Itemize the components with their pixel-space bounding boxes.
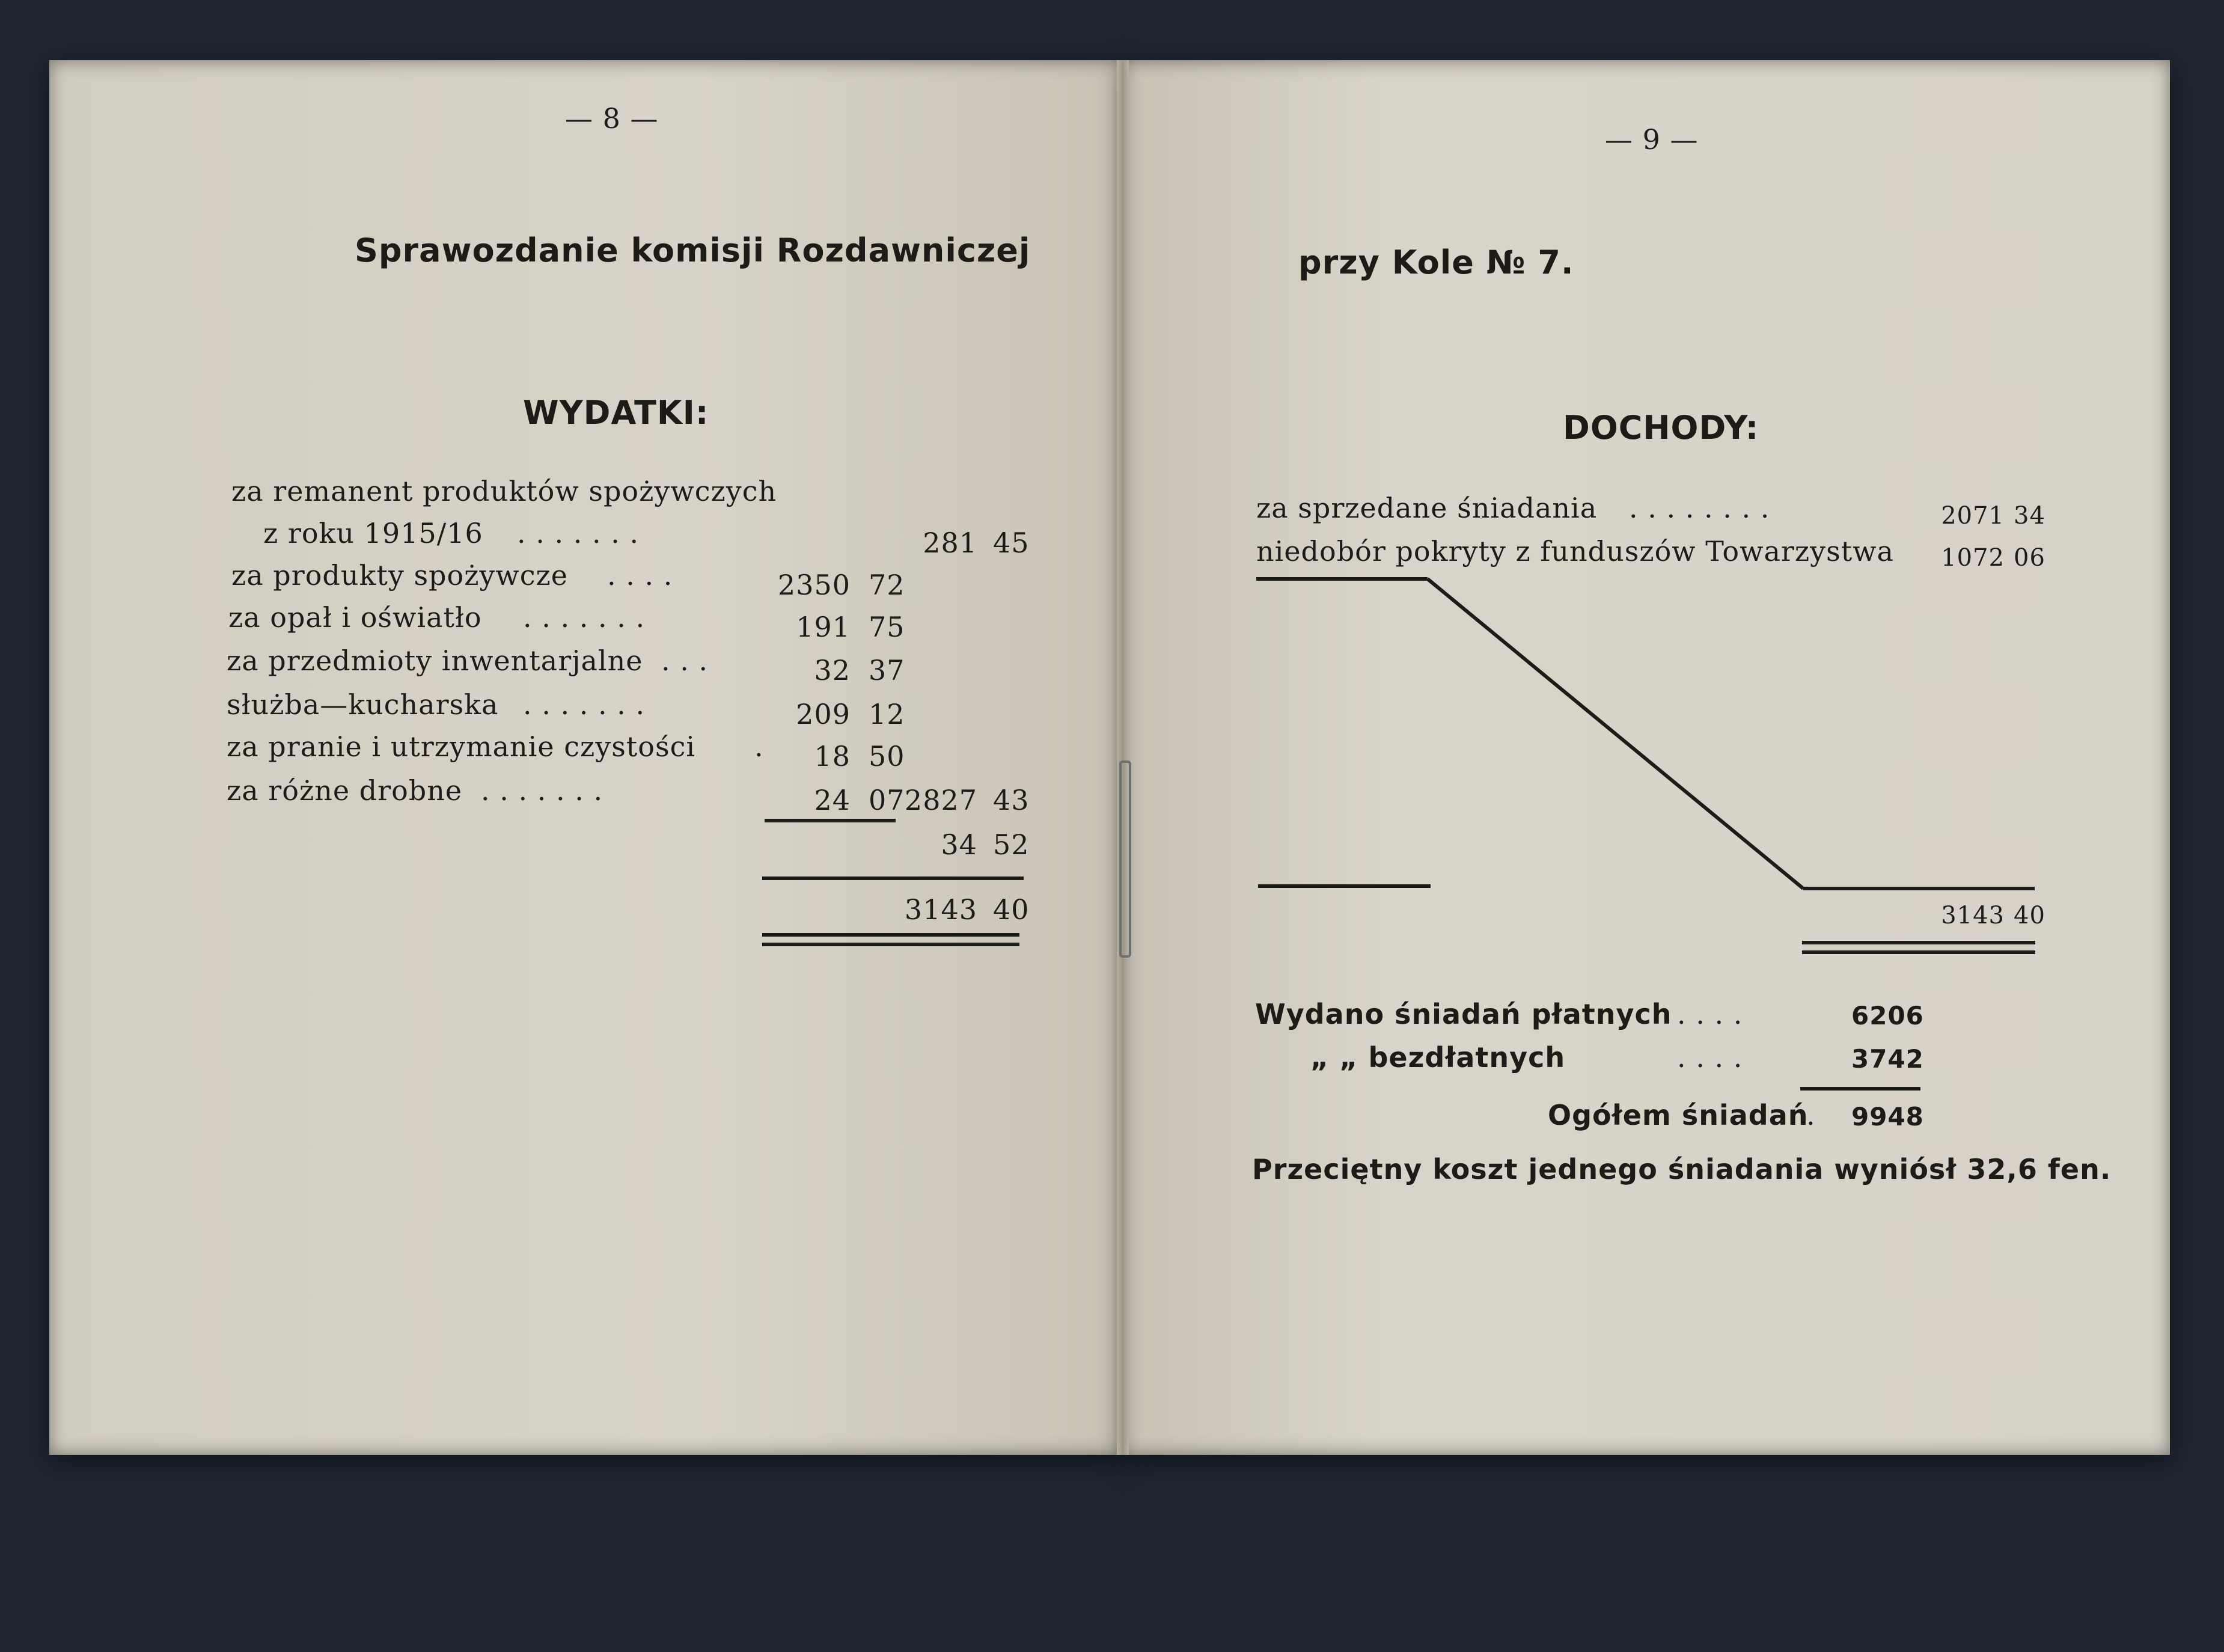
expense-amount-7: 18 <box>814 740 851 772</box>
average-cost-note: Przeciętny koszt jednego śniadania wyniósł 32,6 fen. <box>1252 1153 2112 1185</box>
expense-amount-3: 2350 <box>777 569 851 601</box>
income-line-1-amount: 2071 <box>1941 502 2005 530</box>
expense-cents-3: 72 <box>869 569 905 601</box>
expense-label-2: z roku 1915/16 <box>263 517 483 549</box>
income-total-amount: 3143 <box>1941 902 2005 929</box>
expenses-heading: WYDATKI: <box>523 394 709 432</box>
expense-label-7: za pranie i utrzymanie czystości <box>227 730 696 763</box>
expense-amount-4: 191 <box>796 611 851 643</box>
expense-amount-8: 24 <box>814 784 851 816</box>
expense-label-5: za przedmioty inwentarjalne <box>227 644 643 677</box>
subtotal-cents: 52 <box>993 828 1030 861</box>
expense-label-3: za produkty spożywcze <box>231 559 569 592</box>
stats-total-dots: . <box>1806 1099 1816 1131</box>
expense-cents-6: 12 <box>869 698 905 730</box>
expense-sum-amount-8: 2827 <box>904 784 977 816</box>
income-line-2-cents: 06 <box>2014 544 2045 572</box>
income-line-1-cents: 34 <box>2014 502 2045 530</box>
expense-label-8: za różne drobne <box>227 774 463 807</box>
subtotal-amount: 34 <box>941 828 977 861</box>
expense-amount-5: 32 <box>814 654 851 687</box>
expense-label-1: za remanent produktów spożywczych <box>231 475 777 507</box>
expenses-total-amount: 3143 <box>904 893 977 926</box>
expense-dots-7: . <box>754 730 764 763</box>
fill-line-diagonal <box>1428 579 1803 889</box>
expense-sum-cents-8: 43 <box>993 784 1030 816</box>
right-page-title: przy Kole № 7. <box>1298 243 1574 281</box>
expense-dots-5: . . . <box>661 644 709 677</box>
left-page-title: Sprawozdanie komisji Rozdawniczej <box>355 231 1031 269</box>
stats-paid-value: 6206 <box>1851 1001 1924 1030</box>
left-page-number: — 8 — <box>565 102 659 135</box>
expense-cents-8: 07 <box>869 784 905 816</box>
expense-label-4: za opał i oświatło <box>228 601 482 634</box>
stats-free-label: „ „ bezdłatnych <box>1310 1041 1566 1074</box>
expense-cents-5: 37 <box>869 654 905 687</box>
income-heading: DOCHODY: <box>1563 409 1759 447</box>
income-total-double-rule <box>1802 941 2035 954</box>
stats-paid-dots: . . . . <box>1677 998 1743 1030</box>
stats-free-value: 3742 <box>1851 1044 1924 1074</box>
expense-dots-4: . . . . . . . <box>523 601 646 634</box>
expenses-total-cents: 40 <box>993 893 1030 926</box>
stats-total-label: Ogółem śniadań <box>1548 1099 1809 1131</box>
stats-total-value: 9948 <box>1851 1102 1924 1131</box>
income-line-1-dots: . . . . . . . . <box>1629 492 1770 524</box>
expense-label-6: służba—kucharska <box>227 688 499 721</box>
expense-cents-7: 50 <box>869 740 905 772</box>
expense-sum-cents-2: 45 <box>993 527 1030 559</box>
expense-dots-2: . . . . . . . <box>517 517 640 549</box>
expense-amount-6: 209 <box>796 698 851 730</box>
expense-dots-3: . . . . <box>607 559 673 592</box>
income-total-cents: 40 <box>2014 902 2045 929</box>
income-line-1-label: za sprzedane śniadania <box>1256 492 1598 524</box>
expense-sum-amount-2: 281 <box>923 527 977 559</box>
expense-cents-4: 75 <box>869 611 905 643</box>
expense-dots-8: . . . . . . . <box>481 774 603 807</box>
stats-free-dots: . . . . <box>1677 1041 1743 1074</box>
income-line-2-amount: 1072 <box>1941 544 2005 572</box>
stats-paid-label: Wydano śniadań płatnych <box>1255 998 1672 1030</box>
expense-dots-6: . . . . . . . <box>523 688 646 721</box>
right-page-number: — 9 — <box>1605 123 1699 156</box>
income-line-2-label: niedobór pokryty z funduszów Towarzystwa <box>1256 535 1894 567</box>
stats-rule <box>1800 1087 1920 1091</box>
